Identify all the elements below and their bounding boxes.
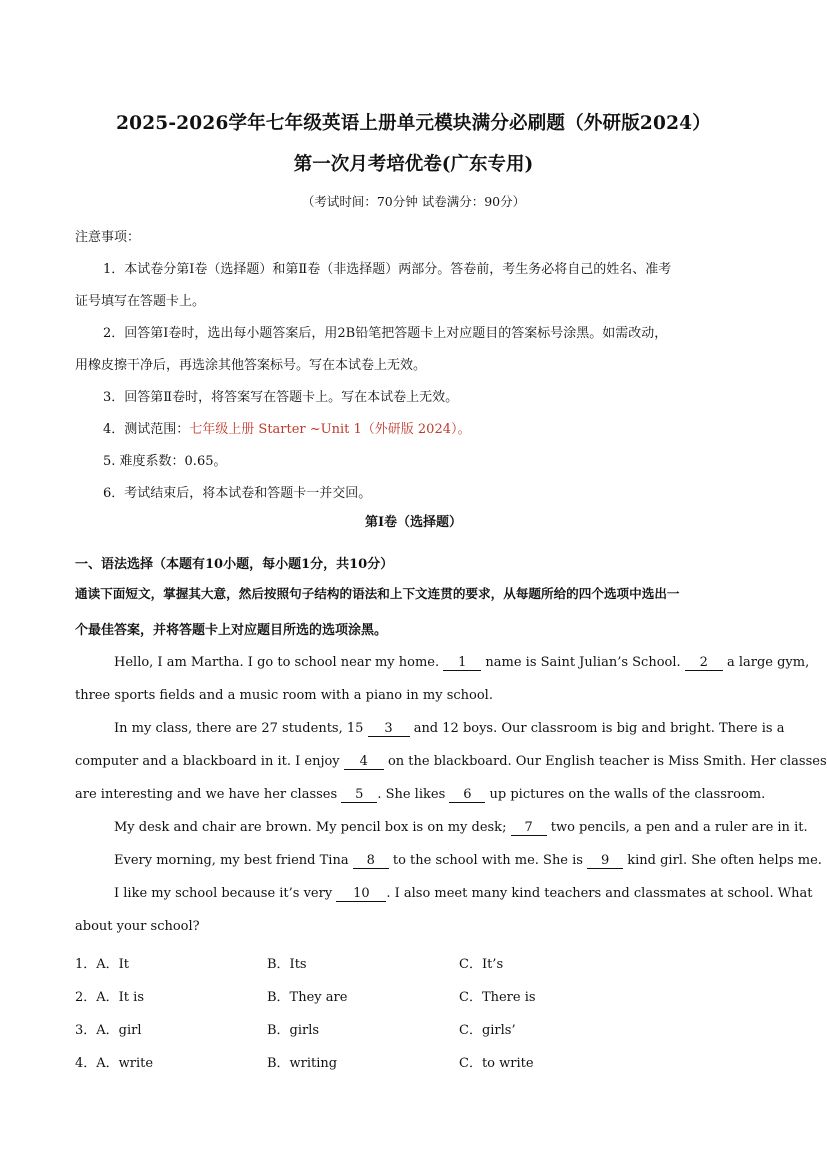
option-a[interactable]: A．write xyxy=(96,1056,154,1071)
passage-line-2: three sports fields and a music room with a piano in my school. xyxy=(75,688,493,703)
passage-line-3: In my class, there are 27 students, 15 3 and 12 boys. Our classroom is big and bright. There is a xyxy=(114,721,785,736)
blank-8: 8 xyxy=(353,854,389,869)
note-5: 5. 难度系数：0.65。 xyxy=(103,454,227,469)
note-6: 6．考试结束后，将本试卷和答题卡一并交回。 xyxy=(103,486,372,501)
note-3: 3．回答第Ⅱ卷时，将答案写在答题卡上。写在本试卷上无效。 xyxy=(103,390,459,405)
note-2-line-1: 2．回答第Ⅰ卷时，选出每小题答案后，用2B铅笔把答题卡上对应题目的答案标号涂黑。如需改动， xyxy=(103,326,668,341)
option-c[interactable]: C．There is xyxy=(459,990,536,1005)
option-b[interactable]: B．girls xyxy=(267,1023,320,1038)
passage-line-1: Hello, I am Martha. I go to school near my home. 1 name is Saint Julian’s School. 2 a large gym, xyxy=(114,655,810,670)
option-c[interactable]: C．to write xyxy=(459,1056,534,1071)
passage-line-9: about your school? xyxy=(75,919,200,934)
exam-info: （考试时间：70分钟 试卷满分：90分） xyxy=(301,194,526,209)
option-a[interactable]: A．girl xyxy=(96,1023,142,1038)
note-4-prefix: 4．测试范围： xyxy=(103,422,190,437)
exam-page: 2025-2026学年七年级英语上册单元模块满分必刷题（外研版2024） 第一次月考培优卷(广东专用) （考试时间：70分钟 试卷满分：90分） 注意事项： 1．本试卷分第Ⅰ卷（选择题）和第Ⅱ卷（非选择题）两部分。答卷前，考生务必将自己的姓名、准考 证号填写在答题卡上。 2．回答第Ⅰ卷时，选出每小题答案后，用2B铅笔把答题卡上对应题目的答案标号涂黑。如需改动， 用橡皮擦干净后，再选涂其他答案标号。写在本试卷上无效。 3．回答第Ⅱ卷时，将答案写在答题卡上。写在本试卷上无效。 4．测试范围：七年级上册 Starter ~Unit 1（外研版 2024）。 5. 难度系数：0.65。 6．考试结束后，将本试卷和答题卡一并交回。 第Ⅰ卷（选择题） 一、语法选择（本题有10小题，每小题1分，共10分） 通读下面短文，掌握其大意，然后按照句子结构的语法和上下文连贯的要求，从每题所给的四个选项中选出一 个最佳答案，并将答题卡上对应题目所选的选项涂黑。 Hello, I am Martha. I go to school near my home. 1 name is Saint Julian’s School. 2 a large gym, three sports fields and a music room with a piano in my school. In my class, there are 27 students, 15 3 and 12 boys. Our classroom is big and bright. There is a computer and a blackboard in it. I enjoy 4 on the blackboard. Our English teacher is Miss Smith. Her classes are interesting and we have her classes 5 . She likes 6 up pictures on the walls of the classroom. My desk and chair are brown. My pencil box is on my desk; 7 two pencils, a pen and a ruler are in it. Every morning, my best friend Tina 8 to the school with me. She is 9 kind girl. She often helps me. I like my school because it’s very 10 . I also meet many kind teachers and classmates at school. What about your school? 1．A．It B．Its C．It’s 2．A．It is B．They are C．There is 3．A．girl B．girls C．girls’ 4．A．write B．writing C．to write xyxy=(0,0,827,1169)
option-b[interactable]: B．writing xyxy=(267,1056,338,1071)
blank-4: 4 xyxy=(344,755,384,770)
note-1-line-1: 1．本试卷分第Ⅰ卷（选择题）和第Ⅱ卷（非选择题）两部分。答卷前，考生务必将自己的姓名、准考 xyxy=(103,262,672,277)
note-2-line-2: 用橡皮擦干净后，再选涂其他答案标号。写在本试卷上无效。 xyxy=(75,358,427,373)
note-1-line-2: 证号填写在答题卡上。 xyxy=(75,294,206,309)
instruction-line-2: 个最佳答案，并将答题卡上对应题目所选的选项涂黑。 xyxy=(75,623,388,638)
passage-line-8: I like my school because it’s very 10 . I also meet many kind teachers and classmates at school. What xyxy=(114,886,813,901)
option-c[interactable]: C．girls’ xyxy=(459,1023,516,1038)
exam-title: 2025-2026学年七年级英语上册单元模块满分必刷题（外研版2024） xyxy=(116,113,711,134)
blank-10: 10 xyxy=(336,887,386,902)
part-title: 一、语法选择（本题有10小题，每小题1分，共10分） xyxy=(75,557,394,572)
notes-heading: 注意事项： xyxy=(75,230,141,245)
passage-line-5: are interesting and we have her classes 5 . She likes 6 up pictures on the walls of the classroom. xyxy=(75,787,766,802)
passage-line-7: Every morning, my best friend Tina 8 to the school with me. She is 9 kind girl. She often helps me. xyxy=(114,853,822,868)
blank-1: 1 xyxy=(443,656,481,671)
note-4 xyxy=(103,418,783,437)
option-c[interactable]: C．It’s xyxy=(459,957,504,972)
option-b[interactable]: B．They are xyxy=(267,990,348,1005)
section-heading: 第Ⅰ卷（选择题） xyxy=(364,515,463,530)
option-a[interactable]: A．It xyxy=(96,957,130,972)
blank-9: 9 xyxy=(587,854,623,869)
blank-7: 7 xyxy=(511,821,547,836)
blank-2: 2 xyxy=(685,656,723,671)
option-b[interactable]: B．Its xyxy=(267,957,307,972)
blank-3: 3 xyxy=(368,722,410,737)
instruction-line-1: 通读下面短文，掌握其大意，然后按照句子结构的语法和上下文连贯的要求，从每题所给的四个选项中选出一 xyxy=(75,586,680,601)
blank-6: 6 xyxy=(449,788,485,803)
passage-line-4: computer and a blackboard in it. I enjoy 4 on the blackboard. Our English teacher is Miss Smith. Her classes xyxy=(75,754,827,769)
blank-5: 5 xyxy=(341,788,377,803)
note-4-range: 七年级上册 Starter ~Unit 1（外研版 2024）。 xyxy=(189,422,471,437)
option-a[interactable]: A．It is xyxy=(96,990,144,1005)
passage-line-6: My desk and chair are brown. My pencil box is on my desk; 7 two pencils, a pen and a ruler are in it. xyxy=(114,820,808,835)
exam-subtitle: 第一次月考培优卷(广东专用) xyxy=(293,154,534,175)
